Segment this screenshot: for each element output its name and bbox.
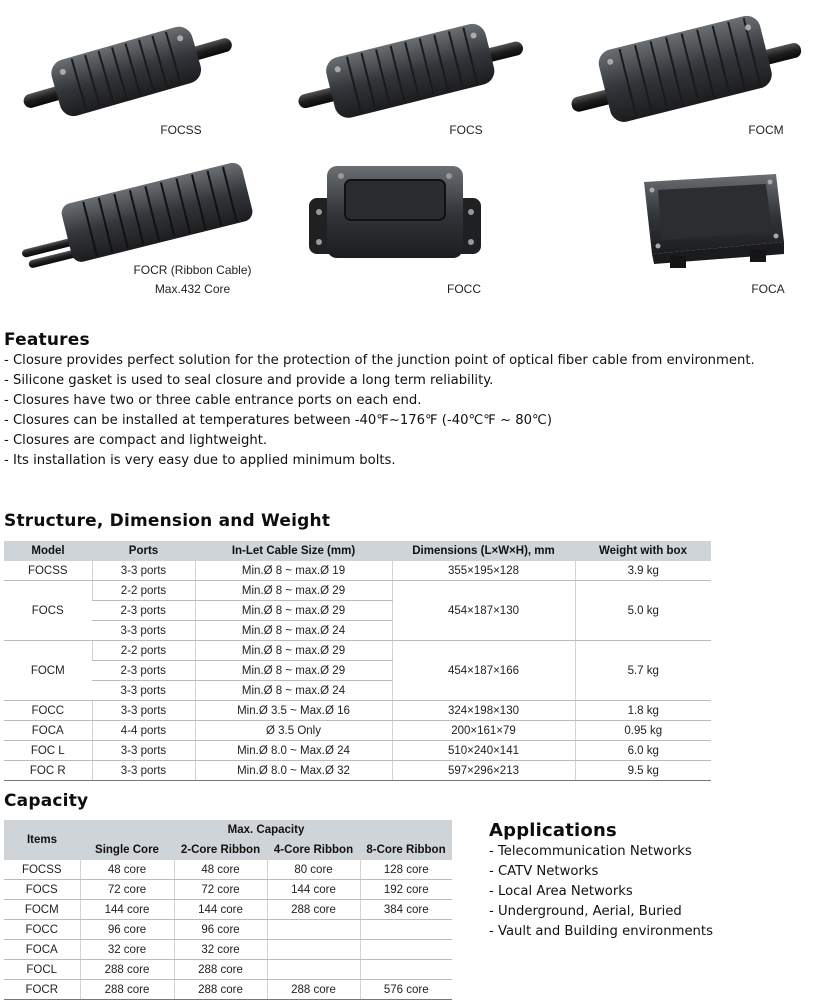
capacity-value-cell <box>267 960 360 980</box>
ports-cell: 2-3 ports <box>92 601 195 621</box>
applications-list <box>489 842 713 942</box>
ports-cell: 3-3 ports <box>92 761 195 781</box>
capacity-row <box>4 960 452 980</box>
capacity-row <box>4 980 452 1000</box>
model-cell: FOCC <box>4 701 92 721</box>
ports-cell: 3-3 ports <box>92 621 195 641</box>
capacity-row <box>4 940 452 960</box>
capacity-value-cell: 96 core <box>80 920 174 940</box>
ports-cell: 3-3 ports <box>92 701 195 721</box>
capacity-value-cell <box>360 940 452 960</box>
capacity-row <box>4 900 452 920</box>
dimensions-cell: 200×161×79 <box>392 721 575 741</box>
foca-product-image <box>630 160 790 272</box>
ports-cell: 2-2 ports <box>92 581 195 601</box>
focs-label: FOCS <box>449 123 483 137</box>
focr-label: FOCR (Ribbon Cable) <box>133 263 252 277</box>
dimensions-cell: 510×240×141 <box>392 741 575 761</box>
capacity-value-cell: 288 core <box>267 900 360 920</box>
capacity-value-cell: 144 core <box>174 900 267 920</box>
weight-cell: 3.9 kg <box>575 561 711 581</box>
feature-item: - Closures are compact and lightweight. <box>4 433 268 448</box>
header-items: Items <box>4 820 80 860</box>
dimensions-cell: 324×198×130 <box>392 701 575 721</box>
application-item: - Telecommunication Networks <box>489 844 692 859</box>
feature-item: - Silicone gasket is used to seal closure and provide a long term reliability. <box>4 373 494 388</box>
capacity-row <box>4 920 452 940</box>
structure-row <box>4 581 711 601</box>
capacity-item-cell: FOCC <box>4 920 80 940</box>
weight-cell: 5.7 kg <box>575 641 711 701</box>
dimensions-cell: 597×296×213 <box>392 761 575 781</box>
capacity-value-cell <box>267 940 360 960</box>
capacity-row <box>4 860 452 880</box>
model-cell: FOCA <box>4 721 92 741</box>
feature-item: - Closure provides perfect solution for the protection of the junction point of optical fiber cable from environment. <box>4 353 755 368</box>
focc-product-image <box>305 158 485 273</box>
capacity-value-cell: 144 core <box>267 880 360 900</box>
header-single-core: Single Core <box>80 840 174 860</box>
focss-product-image <box>18 14 238 134</box>
model-cell: FOCM <box>4 641 92 701</box>
capacity-value-cell: 576 core <box>360 980 452 1000</box>
dimensions-cell: 355×195×128 <box>392 561 575 581</box>
capacity-row <box>4 880 452 900</box>
header-4core-ribbon: 4-Core Ribbon <box>267 840 360 860</box>
capacity-header-row <box>4 820 452 840</box>
dimensions-cell: 454×187×130 <box>392 581 575 641</box>
ports-cell: 2-2 ports <box>92 641 195 661</box>
capacity-item-cell: FOCS <box>4 880 80 900</box>
structure-row <box>4 561 711 581</box>
ports-cell: 4-4 ports <box>92 721 195 741</box>
header-max-capacity: Max. Capacity <box>80 820 452 840</box>
focc-label: FOCC <box>447 282 481 296</box>
features-heading: Features <box>4 330 90 350</box>
capacity-item-cell: FOCR <box>4 980 80 1000</box>
weight-cell: 6.0 kg <box>575 741 711 761</box>
capacity-value-cell: 80 core <box>267 860 360 880</box>
capacity-heading: Capacity <box>4 791 89 811</box>
ports-cell: 3-3 ports <box>92 681 195 701</box>
capacity-value-cell: 192 core <box>360 880 452 900</box>
ports-cell: 3-3 ports <box>92 561 195 581</box>
features-list <box>4 351 755 471</box>
weight-cell: 5.0 kg <box>575 581 711 641</box>
header-2core-ribbon: 2-Core Ribbon <box>174 840 267 860</box>
model-cell: FOCSS <box>4 561 92 581</box>
inlet-size-cell: Min.Ø 8 ~ max.Ø 29 <box>195 641 392 661</box>
ports-cell: 3-3 ports <box>92 741 195 761</box>
structure-row <box>4 741 711 761</box>
capacity-value-cell: 384 core <box>360 900 452 920</box>
capacity-table <box>4 820 452 1000</box>
capacity-value-cell: 288 core <box>80 980 174 1000</box>
inlet-size-cell: Min.Ø 8 ~ max.Ø 24 <box>195 621 392 641</box>
capacity-value-cell: 288 core <box>80 960 174 980</box>
capacity-value-cell: 144 core <box>80 900 174 920</box>
feature-item: - Its installation is very easy due to applied minimum bolts. <box>4 453 396 468</box>
feature-item: - Closures have two or three cable entrance ports on each end. <box>4 393 422 408</box>
model-cell: FOC L <box>4 741 92 761</box>
capacity-value-cell <box>360 960 452 980</box>
structure-header-row <box>4 541 711 561</box>
capacity-value-cell: 96 core <box>174 920 267 940</box>
header-ports: Ports <box>92 541 195 561</box>
capacity-value-cell: 32 core <box>174 940 267 960</box>
focm-label: FOCM <box>748 123 784 137</box>
capacity-value-cell: 72 core <box>174 880 267 900</box>
inlet-size-cell: Min.Ø 8.0 ~ Max.Ø 24 <box>195 741 392 761</box>
focs-product-image <box>293 14 528 134</box>
capacity-value-cell: 32 core <box>80 940 174 960</box>
structure-table <box>4 541 711 781</box>
model-cell: FOC R <box>4 761 92 781</box>
inlet-size-cell: Min.Ø 8.0 ~ Max.Ø 32 <box>195 761 392 781</box>
application-item: - Local Area Networks <box>489 884 633 899</box>
inlet-size-cell: Ø 3.5 Only <box>195 721 392 741</box>
focm-product-image <box>565 10 805 135</box>
feature-item: - Closures can be installed at temperatures between -40℉~176℉ (-40℃℉ ~ 80℃) <box>4 413 553 428</box>
header-weight: Weight with box <box>575 541 711 561</box>
ports-cell: 2-3 ports <box>92 661 195 681</box>
capacity-item-cell: FOCM <box>4 900 80 920</box>
capacity-value-cell: 128 core <box>360 860 452 880</box>
header-inlet-size: In-Let Cable Size (mm) <box>195 541 392 561</box>
capacity-value-cell <box>360 920 452 940</box>
inlet-size-cell: Min.Ø 8 ~ max.Ø 29 <box>195 581 392 601</box>
focr-product-image <box>14 160 254 270</box>
header-model: Model <box>4 541 92 561</box>
structure-row <box>4 721 711 741</box>
inlet-size-cell: Min.Ø 8 ~ max.Ø 29 <box>195 661 392 681</box>
inlet-size-cell: Min.Ø 8 ~ max.Ø 24 <box>195 681 392 701</box>
capacity-item-cell: FOCA <box>4 940 80 960</box>
capacity-value-cell: 72 core <box>80 880 174 900</box>
foca-label: FOCA <box>751 282 785 296</box>
header-dimensions: Dimensions (L×W×H), mm <box>392 541 575 561</box>
inlet-size-cell: Min.Ø 8 ~ max.Ø 29 <box>195 601 392 621</box>
capacity-value-cell: 48 core <box>80 860 174 880</box>
weight-cell: 1.8 kg <box>575 701 711 721</box>
structure-heading: Structure, Dimension and Weight <box>4 511 331 531</box>
capacity-value-cell: 288 core <box>267 980 360 1000</box>
weight-cell: 0.95 kg <box>575 721 711 741</box>
dimensions-cell: 454×187×166 <box>392 641 575 701</box>
applications-heading: Applications <box>489 820 617 841</box>
header-8core-ribbon: 8-Core Ribbon <box>360 840 452 860</box>
structure-row <box>4 761 711 781</box>
focr-sublabel: Max.432 Core <box>154 282 231 296</box>
weight-cell: 9.5 kg <box>575 761 711 781</box>
capacity-item-cell: FOCSS <box>4 860 80 880</box>
capacity-value-cell <box>267 920 360 940</box>
application-item: - Vault and Building environments <box>489 924 713 939</box>
structure-row <box>4 641 711 661</box>
capacity-value-cell: 48 core <box>174 860 267 880</box>
application-item: - Underground, Aerial, Buried <box>489 904 682 919</box>
inlet-size-cell: Min.Ø 3.5 ~ Max.Ø 16 <box>195 701 392 721</box>
capacity-item-cell: FOCL <box>4 960 80 980</box>
focss-label: FOCSS <box>160 123 202 137</box>
capacity-value-cell: 288 core <box>174 960 267 980</box>
inlet-size-cell: Min.Ø 8 ~ max.Ø 19 <box>195 561 392 581</box>
capacity-value-cell: 288 core <box>174 980 267 1000</box>
model-cell: FOCS <box>4 581 92 641</box>
application-item: - CATV Networks <box>489 864 599 879</box>
structure-row <box>4 701 711 721</box>
